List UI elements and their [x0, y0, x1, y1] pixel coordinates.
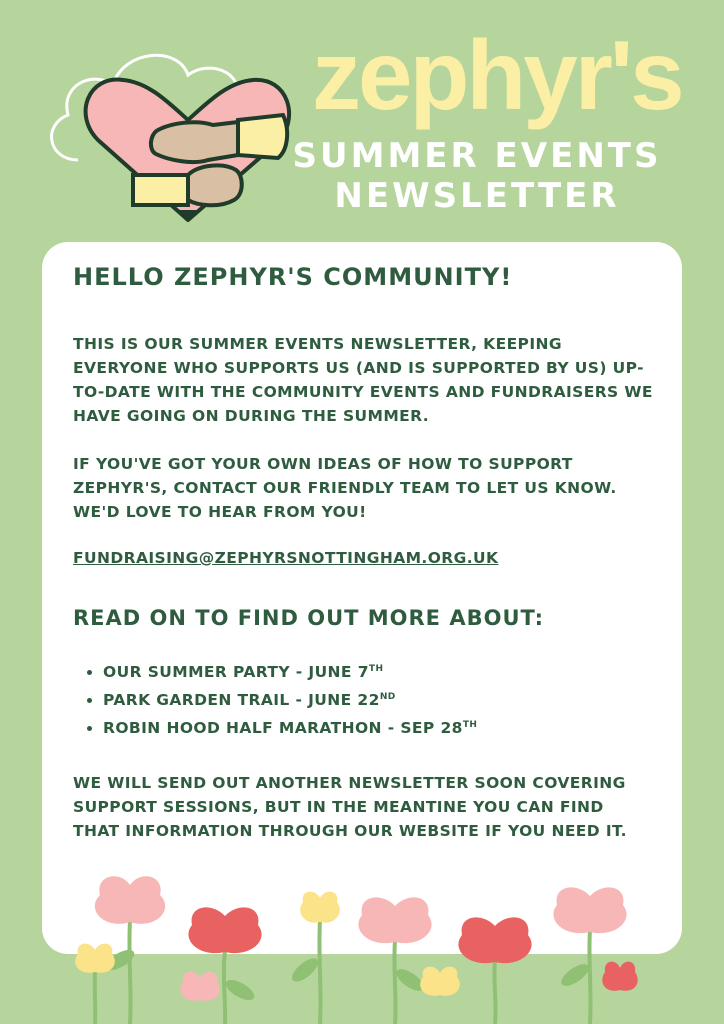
flower-icon — [95, 876, 165, 924]
flower-icon — [553, 887, 626, 933]
flower-icon — [358, 897, 431, 943]
newsletter-title: SUMMER EVENTS NEWSLETTER — [292, 136, 662, 216]
flower-icon — [75, 944, 115, 973]
ideas-paragraph: IF YOU'VE GOT YOUR OWN IDEAS OF HOW TO SUPPORT ZEPHYR'S, CONTACT OUR FRIENDLY TEAM TO LET US KNOW. WE'D LOVE TO HEAR FROM YOU! — [73, 455, 617, 521]
flower-icon — [300, 892, 340, 923]
events-heading: READ ON TO FIND OUT MORE ABOUT: — [73, 606, 545, 630]
intro-paragraph: THIS IS OUR SUMMER EVENTS NEWSLETTER, KEEPING EVERYONE WHO SUPPORTS US (AND IS SUPPORTED BY US) UP-TO-DATE WITH THE COMMUNITY EVENTS AND FUNDRAISERS WE HAVE GOING ON DURING THE SUMMER. — [73, 335, 653, 425]
heart-hug-logo-icon — [38, 30, 298, 230]
events-list — [73, 657, 653, 741]
list-item: • OUR SUMMER PARTY - JUNE 7TH — [103, 657, 653, 685]
fundraising-email-link[interactable]: FUNDRAISING@ZEPHYRSNOTTINGHAM.ORG.UK — [73, 549, 499, 567]
flower-icon — [188, 907, 261, 953]
flower-icon — [458, 917, 531, 963]
content-card — [42, 242, 682, 954]
flower-border — [0, 860, 724, 1024]
flower-icon — [420, 967, 460, 996]
list-item: • ROBIN HOOD HALF MARATHON - SEP 28TH — [103, 713, 653, 741]
list-item: • PARK GARDEN TRAIL - JUNE 22ND — [103, 685, 653, 713]
flower-icon — [602, 962, 637, 991]
footer-note: WE WILL SEND OUT ANOTHER NEWSLETTER SOON COVERING SUPPORT SESSIONS, BUT IN THE MEANTINE YOU CAN FIND THAT INFORMATION THROUGH OUR WEBSITE IF YOU NEED IT. — [73, 774, 627, 841]
brand-wordmark: zephyr's — [312, 20, 682, 130]
flower-icon — [180, 972, 220, 1001]
greeting-heading: HELLO ZEPHYR'S COMMUNITY! — [73, 263, 513, 291]
